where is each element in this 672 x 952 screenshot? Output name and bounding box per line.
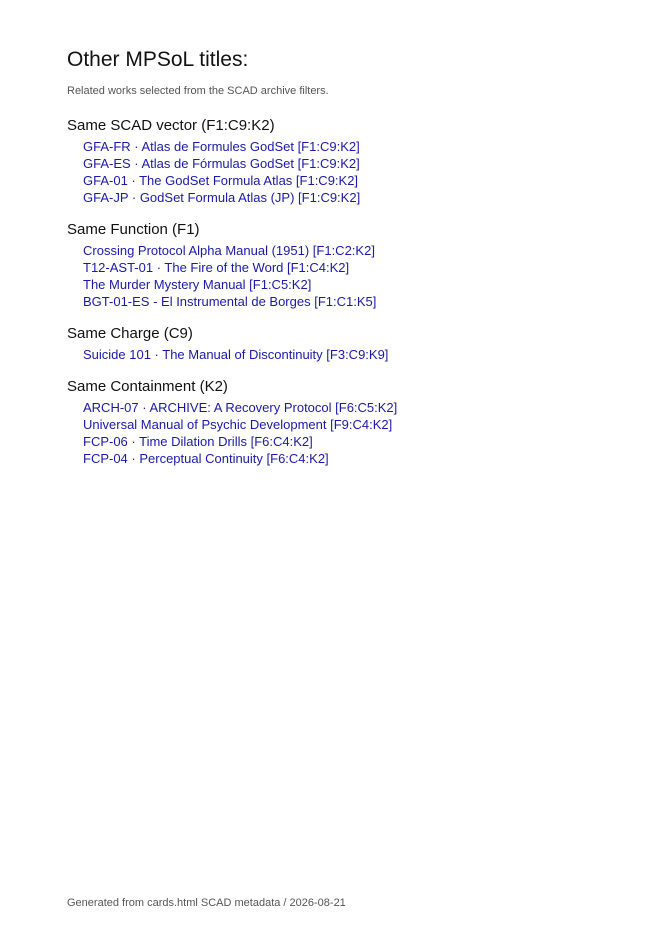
section-same-charge <box>67 324 627 363</box>
page-footer: Generated from cards.html SCAD metadata / 2026-08-21 <box>67 897 346 909</box>
list-item <box>83 189 627 206</box>
section-heading: Same SCAD vector (F1:C9:K2) <box>67 117 275 134</box>
list-item <box>83 450 627 467</box>
link-list <box>67 346 627 363</box>
title-link[interactable]: GFA-JP · GodSet Formula Atlas (JP) [F1:C9:K2] <box>83 190 361 205</box>
title-link[interactable]: BGT-01-ES - El Instrumental de Borges [F1:C1:K5] <box>83 294 377 309</box>
page-title: Other MPSoL titles: <box>67 48 249 71</box>
list-item <box>83 259 627 276</box>
list-item <box>83 346 627 363</box>
list-item <box>83 293 627 310</box>
title-link[interactable]: Suicide 101 · The Manual of Discontinuity [F3:C9:K9] <box>83 347 389 362</box>
section-same-function <box>67 220 627 310</box>
page-subtitle: Related works selected from the SCAD archive filters. <box>67 85 329 97</box>
section-heading: Same Charge (C9) <box>67 325 193 342</box>
list-item <box>83 433 627 450</box>
list-item <box>83 276 627 293</box>
title-link[interactable]: GFA-FR · Atlas de Formules GodSet [F1:C9:K2] <box>83 139 360 154</box>
list-item <box>83 138 627 155</box>
title-link[interactable]: FCP-04 · Perceptual Continuity [F6:C4:K2] <box>83 451 329 466</box>
title-link[interactable]: Universal Manual of Psychic Development [F9:C4:K2] <box>83 417 393 432</box>
list-item <box>83 155 627 172</box>
title-link[interactable]: GFA-ES · Atlas de Fórmulas GodSet [F1:C9:K2] <box>83 156 360 171</box>
title-link[interactable]: GFA-01 · The GodSet Formula Atlas [F1:C9:K2] <box>83 173 359 188</box>
list-item <box>83 242 627 259</box>
page-content <box>67 46 627 467</box>
link-list <box>67 242 627 310</box>
section-heading: Same Function (F1) <box>67 221 200 238</box>
section-same-scad-vector <box>67 116 627 206</box>
title-link[interactable]: T12-AST-01 · The Fire of the Word [F1:C4:K2] <box>83 260 350 275</box>
list-item <box>83 399 627 416</box>
link-list <box>67 399 627 467</box>
title-link[interactable]: Crossing Protocol Alpha Manual (1951) [F1:C2:K2] <box>83 243 375 258</box>
section-heading: Same Containment (K2) <box>67 378 228 395</box>
list-item <box>83 416 627 433</box>
section-same-containment <box>67 377 627 467</box>
title-link[interactable]: The Murder Mystery Manual [F1:C5:K2] <box>83 277 312 292</box>
title-link[interactable]: FCP-06 · Time Dilation Drills [F6:C4:K2] <box>83 434 313 449</box>
title-link[interactable]: ARCH-07 · ARCHIVE: A Recovery Protocol [F6:C5:K2] <box>83 400 398 415</box>
link-list <box>67 138 627 206</box>
list-item <box>83 172 627 189</box>
